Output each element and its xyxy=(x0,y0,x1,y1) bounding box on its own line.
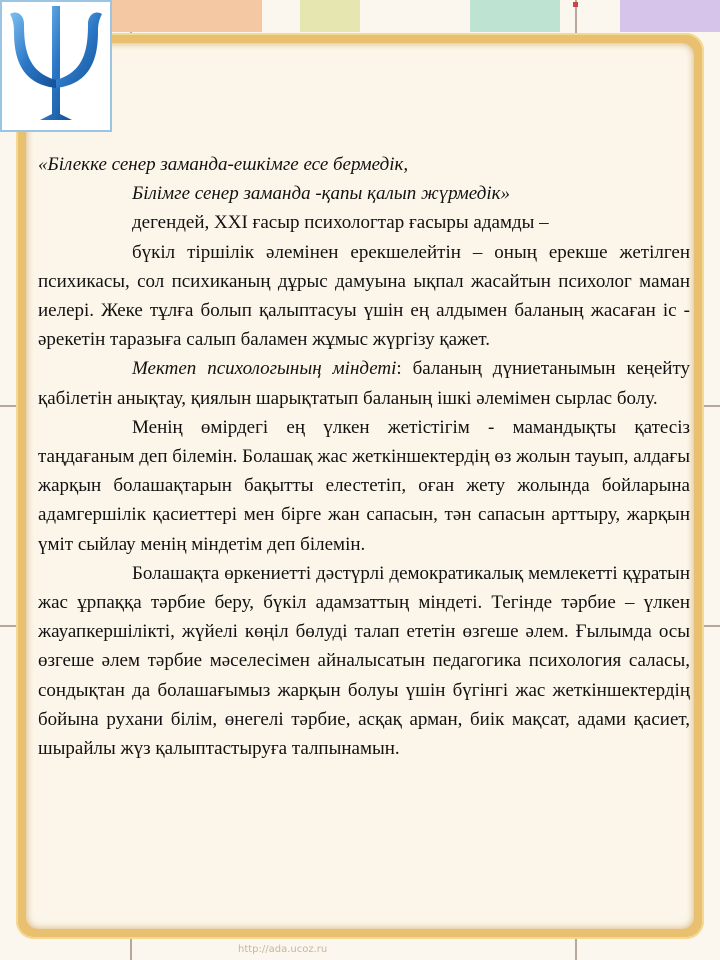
paragraph: бүкіл тіршілік әлемінен ерекшелейтін – оның ерекше жетілген психикасы, сол психиканың дұрыс дамуына ықпал жасайтын психолог маман иелері. Жеке тұлға болып қалыптасуы үшін ең алдымен баланың жасаған іс - әрекетін таразыға салып баламен жұмыс жүргізу қажет. xyxy=(38,241,690,351)
background-dot xyxy=(573,2,578,7)
quote-line: Білімге сенер заманда -қапы қалып жүрмедік» xyxy=(132,183,511,205)
top-stripe xyxy=(470,0,560,32)
paragraph xyxy=(38,354,690,412)
paragraph-line: дегендей, XXI ғасыр психологтар ғасыры адамды – xyxy=(132,212,549,234)
paragraph: Менің өмірдегі ең үлкен жетістігім - мамандықты қатесіз таңдағаным деп білемін. Болашақ жас жеткіншектердің өз жолын тауып, алдағы жарқын болашақтарын бақытты елестетіп, оған жету жолында бойларына адамгершілік қасиеттері мен бірге жан сапасын, тән сапасын арттыру, жарқын үміт сыйлау менің міндетім деп білемін. xyxy=(38,416,690,555)
emphasis: Мектеп психологының міндеті xyxy=(132,358,397,380)
quote-line: «Білекке сенер заманда-ешкімге есе бермедік, xyxy=(38,154,409,175)
top-stripe xyxy=(620,0,720,32)
logo xyxy=(0,0,112,132)
paragraph: Болашақта өркениетті дәстүрлі демократикалық мемлекетті құратын жас ұрпаққа тәрбие беру, бүкіл адамзаттың міндеті. Тегінде тәрбие – үлкен жауапкершілікті, жүйелі көңіл бөлуді талап ететін өзгеше әлем. Ғылымда осы өзгеше әлем тәрбие мәселесімен айналысатын педагогика психология саласы, сондықтан да болашағымыз жарқын болуы үшін бүгінгі жас жеткіншектердің бойына рухани білім, өнегелі тәрбие, асқақ арман, биік мақсат, адами қасиет, шырайлы жүз қалыптастыруға талпынамын. xyxy=(38,562,690,760)
top-stripe xyxy=(300,0,360,32)
paragraph-text: : баланың дүниетанымын кеңейту қабілетін анықтау, қиялын шарықтатып баланың ішкі әлемімен сырлас болу. xyxy=(38,358,691,409)
watermark: http://ada.ucoz.ru xyxy=(238,944,328,955)
psi-symbol-icon xyxy=(2,2,110,130)
document-body xyxy=(38,150,690,763)
top-stripe xyxy=(112,0,262,32)
